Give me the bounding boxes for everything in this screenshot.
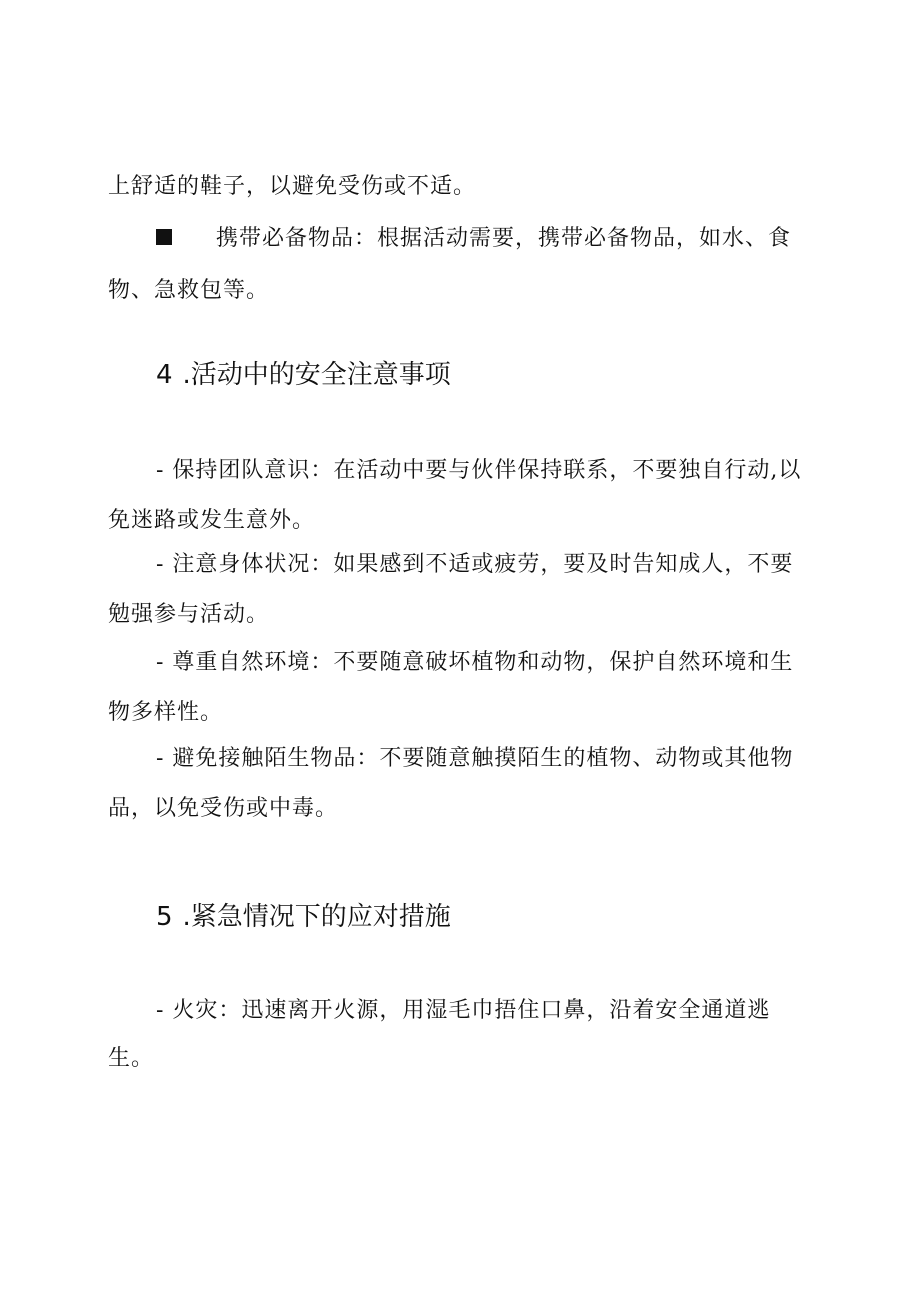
section-4-number: 4 [156, 360, 173, 390]
list-item: - 避免接触陌生物品：不要随意触摸陌生的植物、动物或其他物 [156, 746, 794, 771]
list-item: - 尊重自然环境：不要随意破坏植物和动物，保护自然环境和生 [156, 650, 794, 675]
section-4-heading [156, 358, 451, 392]
section-4-title: .活动中的安全注意事项 [182, 360, 451, 390]
bullet-item-continuation: 物、急救包等。 [108, 278, 270, 303]
list-item: - 火灾：迅速离开火源，用湿毛巾捂住口鼻，沿着安全通道逃 [156, 998, 771, 1023]
intro-text-line: 上舒适的鞋子，以避免受伤或不适。 [108, 174, 477, 199]
list-item-continuation: 免迷路或发生意外。 [108, 508, 316, 533]
bullet-item [156, 224, 791, 254]
list-item: - 注意身体状况：如果感到不适或疲劳，要及时告知成人，不要 [156, 552, 794, 577]
section-5-heading [156, 900, 451, 934]
list-item: - 保持团队意识：在活动中要与伙伴保持联系，不要独自行动,以 [156, 458, 802, 483]
list-item-continuation: 物多样性。 [108, 700, 224, 725]
bullet-item-text: 携带必备物品：根据活动需要，携带必备物品，如水、食 [216, 226, 792, 251]
square-bullet-icon [156, 229, 172, 245]
section-5-number: 5 [156, 902, 173, 932]
section-5-title: .紧急情况下的应对措施 [182, 902, 451, 932]
list-item-continuation: 生。 [108, 1046, 155, 1071]
list-item-continuation: 品，以免受伤或中毒。 [108, 796, 339, 821]
list-item-continuation: 勉强参与活动。 [108, 602, 270, 627]
